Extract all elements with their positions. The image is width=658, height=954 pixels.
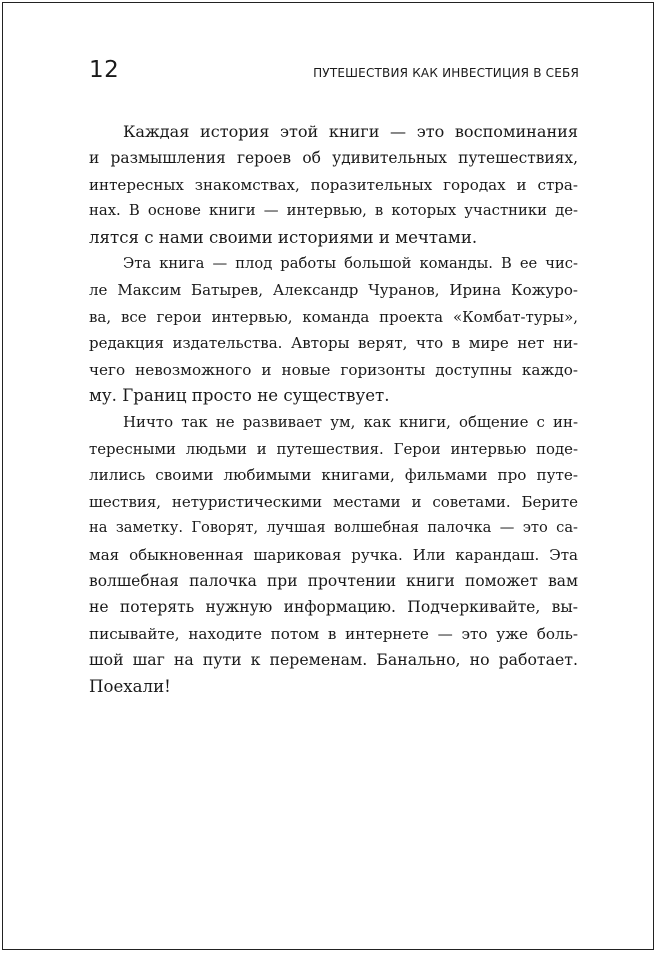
running-title: ПУТЕШЕСТВИЯ КАК ИНВЕСТИЦИЯ В СЕБЯ — [313, 66, 579, 80]
text-line: не потерять нужную информацию. Подчеркивайте, вы- — [89, 598, 578, 617]
text-line: Каждая история этой книги — это воспоминания — [123, 122, 578, 141]
text-line: мая обыкновенная шариковая ручка. Или карандаш. Эта — [89, 545, 578, 564]
text-line: ва, все герои интервью, команда проекта «Комбат-туры», — [89, 307, 578, 326]
text-line: лились своими любимыми книгами, фильмами про путе- — [89, 466, 578, 485]
text-line: нах. В основе книги — интервью, в которых участники де- — [89, 202, 578, 220]
text-line: интересных знакомствах, поразительных городах и стра- — [89, 175, 578, 194]
text-line: тересными людьми и путешествия. Герои интервью поде- — [89, 439, 578, 458]
paragraph-2 — [89, 251, 578, 409]
text-line: и размышления героев об удивительных путешествиях, — [89, 149, 578, 168]
text-line: ле Максим Батырев, Александр Чуранов, Ирина Кожуро- — [89, 281, 578, 300]
text-line: редакция издательства. Авторы верят, что в мире нет ни- — [89, 334, 578, 353]
page-number: 12 — [89, 57, 120, 83]
paragraph-3 — [89, 409, 578, 699]
text-line: лятся с нами своими историями и мечтами. — [89, 227, 478, 247]
text-line: шествия, нетуристическими местами и советами. Берите — [89, 492, 578, 511]
text-line: на заметку. Говорят, лучшая волшебная палочка — это са- — [89, 519, 578, 537]
text-line: Ничто так не развивает ум, как книги, общение с ин- — [123, 413, 578, 432]
body-text — [89, 119, 578, 700]
text-line: му. Границ просто не существует. — [89, 386, 390, 406]
text-line: Поехали! — [89, 676, 171, 696]
text-line: волшебная палочка при прочтении книги поможет вам — [89, 571, 578, 590]
paragraph-1 — [89, 119, 578, 251]
text-line: шой шаг на пути к переменам. Банально, но работает. — [89, 650, 578, 670]
text-line: чего невозможного и новые горизонты доступны каждо- — [89, 360, 578, 379]
text-line: писывайте, находите потом в интернете — это уже боль- — [89, 624, 578, 643]
text-line: Эта книга — плод работы большой команды. В ее чис- — [123, 255, 578, 273]
book-page — [2, 2, 654, 950]
